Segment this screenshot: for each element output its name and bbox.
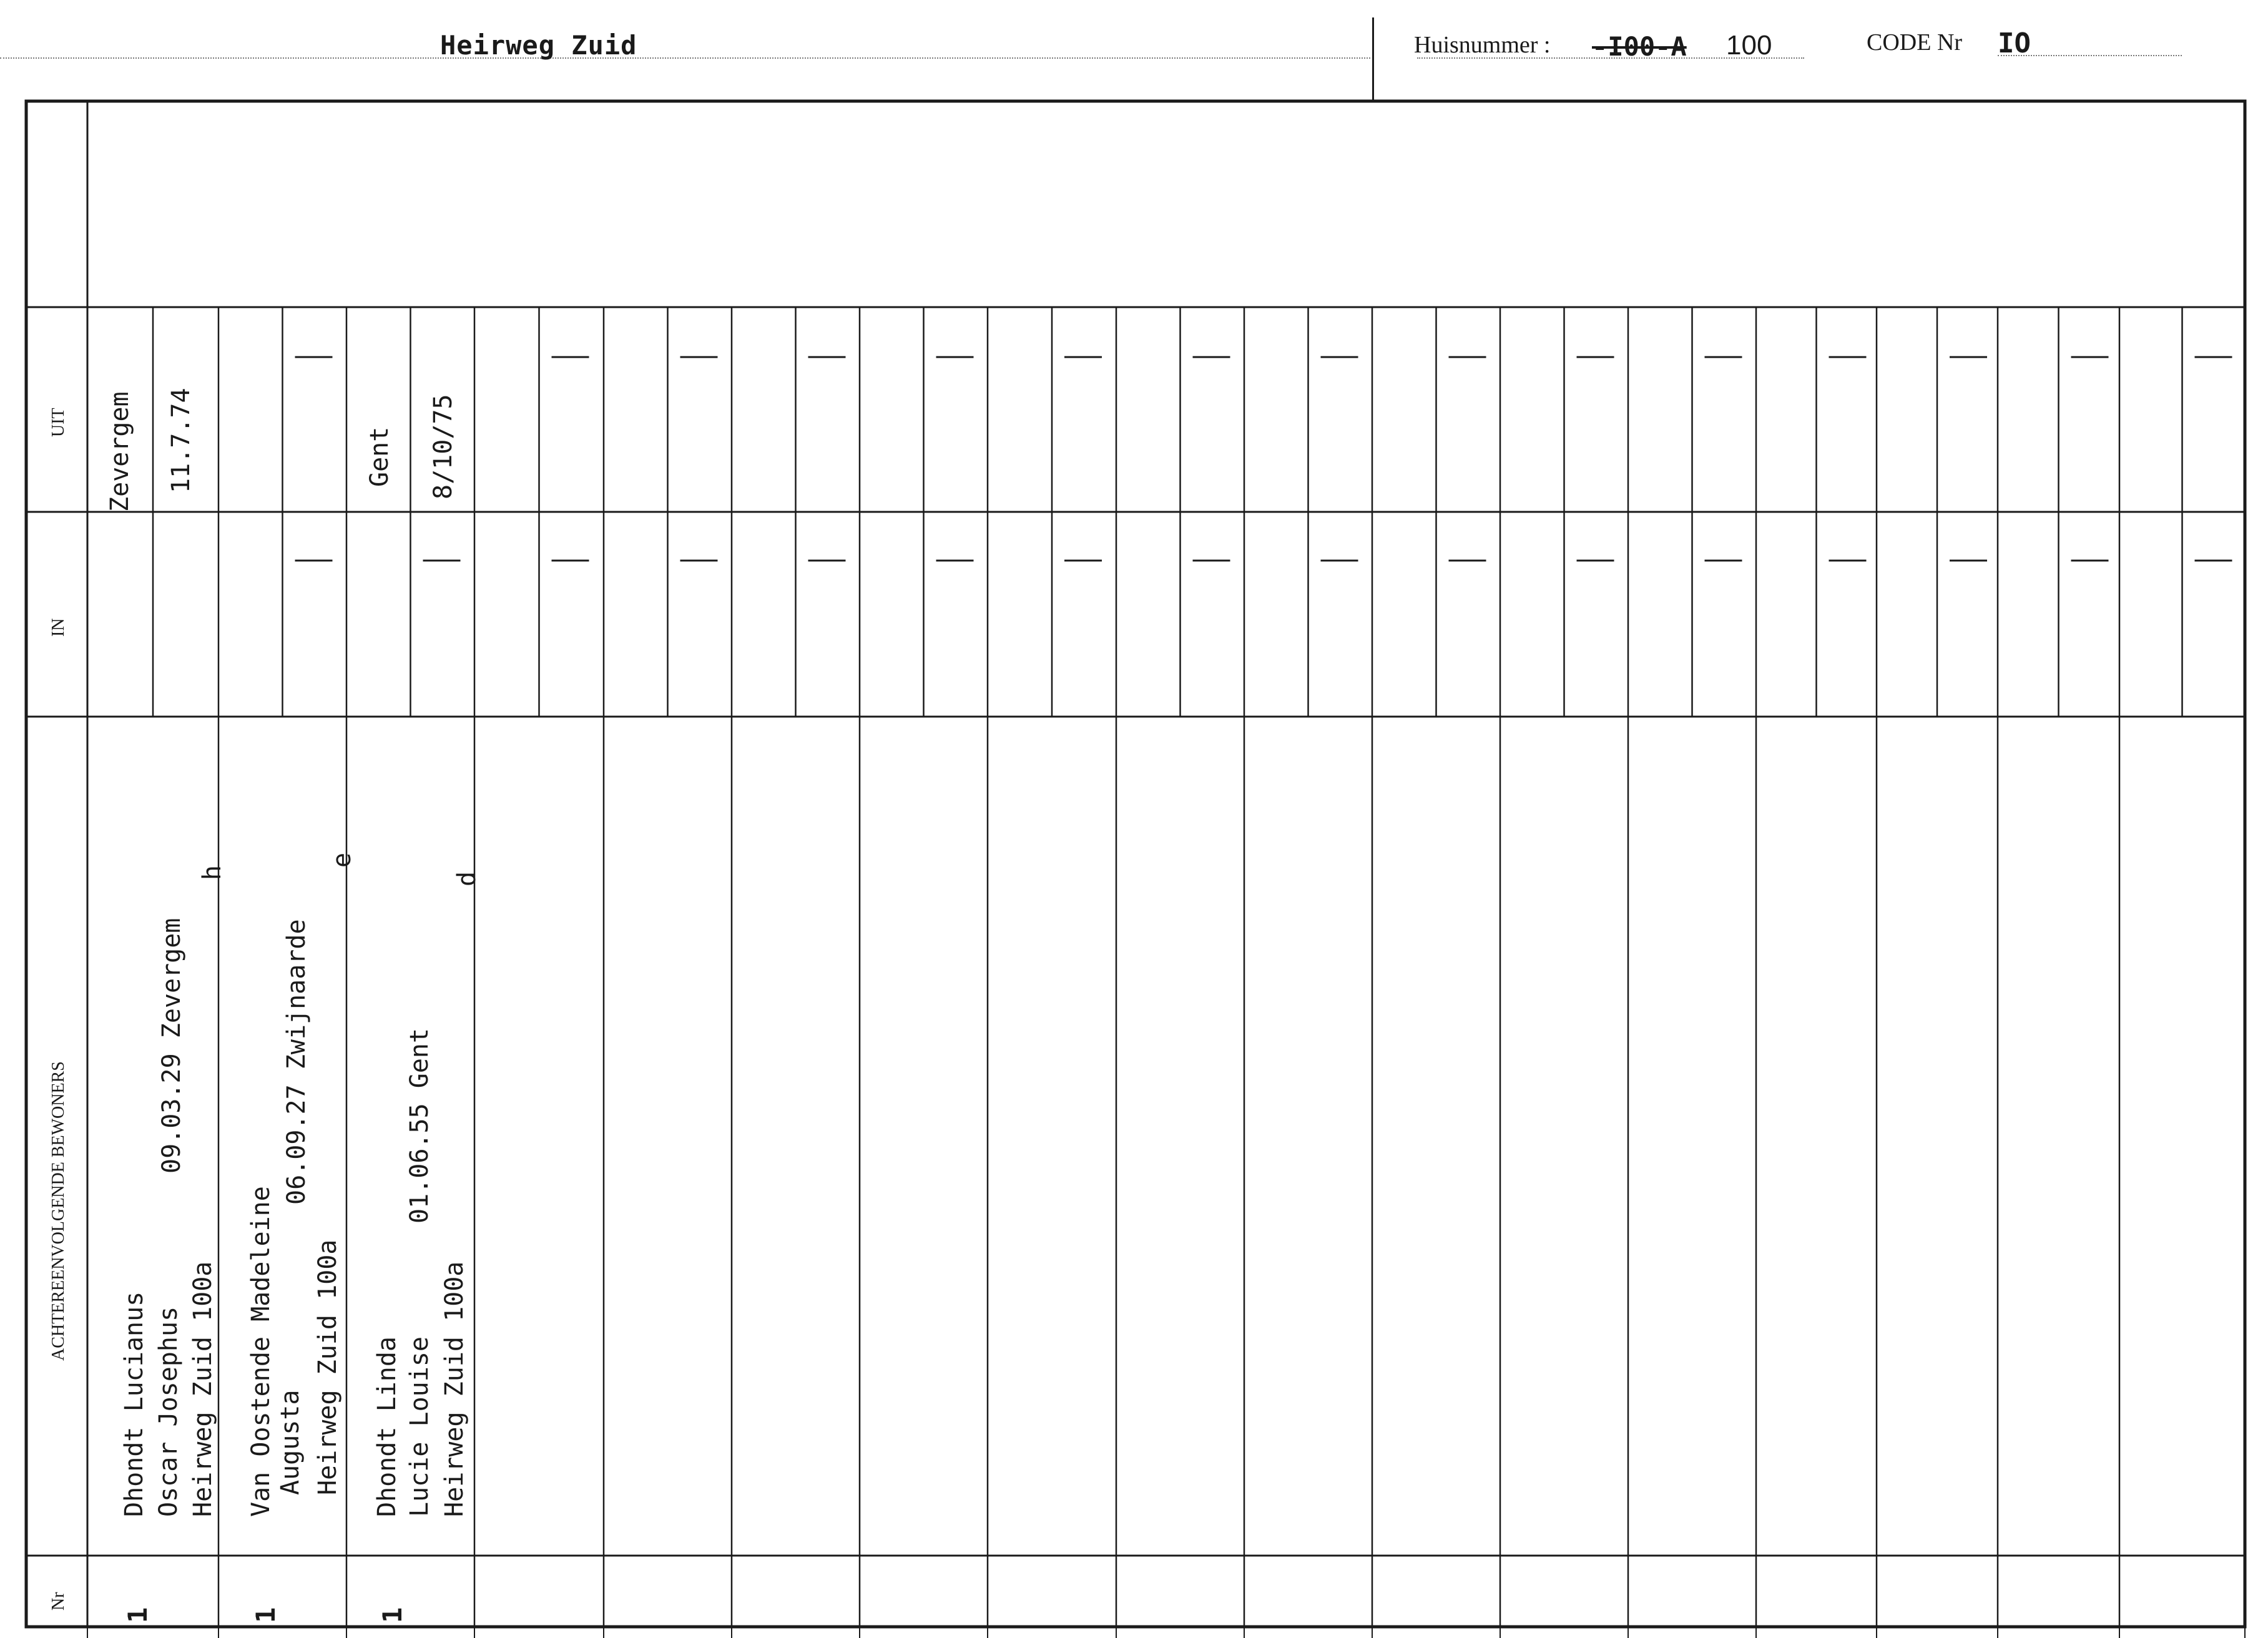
- resident-mark: e: [328, 852, 356, 868]
- uit-date: 11.7.74: [167, 388, 195, 493]
- resident-line-3: Heirweg Zuid 100a: [440, 1261, 469, 1517]
- code-value: IO: [1998, 27, 2031, 59]
- resident-line-1: Van Oostende Madeleine: [247, 1186, 275, 1517]
- resident-line-2: Augusta: [276, 1390, 305, 1495]
- entry-number: 1: [250, 1607, 281, 1623]
- birth-info: 09.03.29 Zevergem: [157, 918, 186, 1174]
- uit-label: UIT: [49, 408, 68, 437]
- house-number-label: Huisnummer :: [1414, 32, 1551, 58]
- uit-place: Gent: [365, 426, 394, 487]
- resident-mark: h: [198, 865, 227, 880]
- resident-line-2: Lucie Louise: [405, 1336, 434, 1517]
- resident-line-1: Dhondt Lucianus: [120, 1291, 149, 1517]
- resident-line-2: Oscar Josephus: [154, 1306, 183, 1517]
- table-frame: [26, 101, 2245, 1627]
- resident-line-3: Heirweg Zuid 100a: [189, 1261, 217, 1517]
- code-label: CODE Nr: [1867, 29, 1963, 56]
- nr-label: Nr: [49, 1592, 68, 1611]
- house-number-new: 100: [1726, 30, 1772, 61]
- uit-date: 8/10/75: [429, 394, 458, 499]
- resident-line-3: Heirweg Zuid 100a: [313, 1239, 342, 1495]
- resident-mark: d: [453, 871, 481, 886]
- resident-line-1: Dhondt Linda: [373, 1336, 401, 1517]
- street-name: Heirweg Zuid: [440, 30, 637, 61]
- birth-info: 06.09.27 Zwijnaarde: [282, 919, 311, 1205]
- birth-info: 01.06.55 Gent: [405, 1027, 434, 1224]
- uit-place: Zevergem: [106, 391, 134, 512]
- entry-number: 1: [122, 1607, 153, 1623]
- in-label: IN: [49, 618, 68, 637]
- residents-label: ACHTEREENVOLGENDE BEWONERS: [49, 1061, 68, 1361]
- house-number-old: -I00-A: [1592, 31, 1687, 62]
- entry-number: 1: [377, 1607, 408, 1623]
